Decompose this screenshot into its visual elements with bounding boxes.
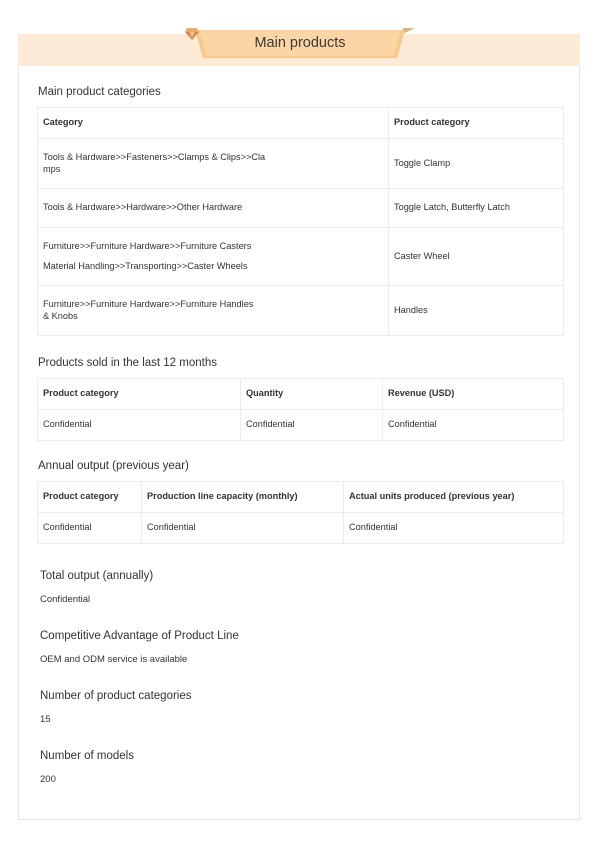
column-header: Production line capacity (monthly): [142, 482, 344, 513]
category-cell: [38, 228, 389, 286]
category-cell: [38, 189, 389, 228]
column-header: Product category: [389, 108, 564, 139]
column-header: Revenue (USD): [383, 379, 564, 410]
table-cell: Confidential: [38, 410, 241, 441]
sold-title: Products sold in the last 12 months: [38, 357, 217, 369]
table-row: [38, 228, 564, 286]
table-cell: Confidential: [142, 513, 344, 544]
category-text: Tools & Hardware>>Fasteners>>Clamps & Clips>>Cla: [43, 152, 266, 162]
table-header-row: [38, 108, 564, 139]
table-row: [38, 410, 564, 441]
section-tab: [185, 28, 415, 58]
category-cell: [38, 286, 389, 336]
product-categories-count-label: Number of product categories: [40, 690, 192, 702]
table-cell: Confidential: [38, 513, 142, 544]
table-header-row: [38, 482, 564, 513]
category-text: Furniture>>Furniture Hardware>>Furniture Casters: [43, 241, 252, 251]
product-cell: Toggle Latch, Butterfly Latch: [389, 189, 564, 228]
total-output-label: Total output (annually): [40, 570, 154, 582]
column-header: Quantity: [241, 379, 383, 410]
models-count-label: Number of models: [40, 750, 134, 762]
competitive-advantage-label: Competitive Advantage of Product Line: [40, 630, 239, 642]
table-cell: Confidential: [383, 410, 564, 441]
annual-table: [37, 481, 564, 544]
column-header: Product category: [38, 482, 142, 513]
product-cell: Toggle Clamp: [389, 139, 564, 189]
main-categories-table: [37, 107, 564, 336]
category-text: Material Handling>>Transporting>>Caster Wheels: [43, 260, 248, 271]
table-row: [38, 139, 564, 189]
models-count-value: 200: [40, 774, 56, 785]
category-text: & Knobs: [43, 310, 78, 321]
category-text: mps: [43, 163, 61, 174]
table-header-row: [38, 379, 564, 410]
main-categories-title: Main product categories: [38, 86, 161, 98]
table-cell: Confidential: [241, 410, 383, 441]
column-header: Category: [38, 108, 389, 139]
category-text: Tools & Hardware>>Hardware>>Other Hardware: [43, 202, 243, 213]
annual-title: Annual output (previous year): [38, 460, 189, 472]
competitive-advantage-value: OEM and ODM service is available: [40, 654, 188, 665]
product-cell: Caster Wheel: [389, 228, 564, 286]
section-title: Main products: [254, 35, 346, 51]
category-text: Furniture>>Furniture Hardware>>Furniture Handles: [43, 299, 254, 309]
sold-table: [37, 378, 564, 441]
column-header: Product category: [38, 379, 241, 410]
table-row: [38, 513, 564, 544]
category-cell: [38, 139, 389, 189]
total-output-value: Confidential: [40, 594, 91, 605]
table-row: [38, 286, 564, 336]
column-header: Actual units produced (previous year): [344, 482, 564, 513]
product-cell: Handles: [389, 286, 564, 336]
table-row: [38, 189, 564, 228]
table-cell: Confidential: [344, 513, 564, 544]
product-categories-count-value: 15: [40, 714, 51, 725]
diamond-icon: [185, 28, 199, 40]
